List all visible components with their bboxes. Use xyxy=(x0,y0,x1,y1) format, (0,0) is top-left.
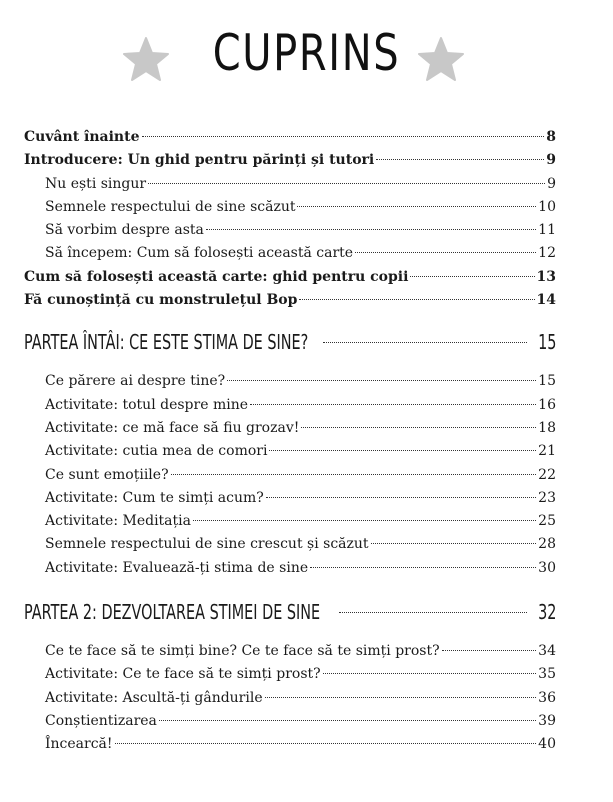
toc-entry-page: 28 xyxy=(538,536,556,553)
dot-leader xyxy=(339,612,526,613)
dot-leader xyxy=(265,697,537,698)
toc-entry-title: Fă cunoștință cu monstrulețul Bop xyxy=(24,292,298,309)
toc-entry[interactable] xyxy=(24,557,556,580)
toc-entry-page: 34 xyxy=(538,643,556,660)
toc-entry-page: 12 xyxy=(538,245,556,262)
toc-entry-page: 13 xyxy=(536,268,556,285)
dot-leader xyxy=(371,543,537,544)
toc-entry[interactable] xyxy=(24,687,556,710)
part-one-title: PARTEA ÎNTÂI: CE ESTE STIMA DE SINE? xyxy=(24,330,309,355)
toc-entry-title: Introducere: Un ghid pentru părinți și tutori xyxy=(24,152,375,169)
toc-entry-title: Activitate: ce mă face să fiu grozav! xyxy=(45,419,300,436)
dot-leader xyxy=(171,474,537,475)
toc-entry[interactable] xyxy=(24,173,556,196)
part-one-heading[interactable] xyxy=(24,322,556,362)
dot-leader xyxy=(193,520,536,521)
toc-entry-page: 39 xyxy=(538,712,556,729)
page-header xyxy=(0,18,613,96)
toc-entry-title: Semnele respectului de sine scăzut xyxy=(45,198,296,215)
toc-entry-title: Cum să folosești această carte: ghid pentru copii xyxy=(24,268,409,285)
toc-entry[interactable] xyxy=(24,510,556,533)
toc-entry-page: 9 xyxy=(547,175,556,192)
toc-entry-title: Activitate: Ascultă-ți gândurile xyxy=(45,689,263,706)
toc-entry[interactable] xyxy=(24,394,556,417)
page-title: CUPRINS xyxy=(212,24,401,82)
toc-entry[interactable] xyxy=(24,733,556,756)
part-two-list xyxy=(24,640,556,756)
toc-entry-title: Activitate: Meditația xyxy=(45,513,191,530)
toc-entry-page: 30 xyxy=(538,559,556,576)
toc-entry-title: Să începem: Cum să folosești această carte xyxy=(45,245,354,262)
dot-leader xyxy=(376,159,544,160)
dot-leader xyxy=(323,342,527,343)
dot-leader xyxy=(323,673,537,674)
dot-leader xyxy=(250,404,536,405)
toc-entry[interactable] xyxy=(24,370,556,393)
dot-leader xyxy=(442,650,537,651)
part-two-title: PARTEA 2: DEZVOLTAREA STIMEI DE SINE xyxy=(24,600,321,625)
toc-entry-page: 21 xyxy=(538,443,556,460)
toc-entry[interactable] xyxy=(24,196,556,219)
toc-entry-title: Activitate: Cum te simți acum? xyxy=(45,489,264,506)
toc-entry-title: Semnele respectului de sine crescut și scăzut xyxy=(45,536,369,553)
dot-leader xyxy=(355,252,536,253)
toc-entry-page: 22 xyxy=(538,466,556,483)
toc-entry[interactable] xyxy=(24,126,556,149)
toc-entry[interactable] xyxy=(24,533,556,556)
toc-entry-page: 16 xyxy=(538,396,556,413)
toc-entry-title: Încearcă! xyxy=(45,736,113,753)
dot-leader xyxy=(266,497,536,498)
toc-entry-title: Activitate: totul despre mine xyxy=(45,396,248,413)
toc-entry-page: 10 xyxy=(538,198,556,215)
part-two-page: 32 xyxy=(537,600,556,625)
dot-leader xyxy=(410,276,534,277)
toc-entry[interactable] xyxy=(24,242,556,265)
toc-entry[interactable] xyxy=(24,663,556,686)
dot-leader xyxy=(115,743,537,744)
toc-entry-page: 11 xyxy=(538,222,556,239)
toc-entry-title: Nu ești singur xyxy=(45,175,147,192)
toc-entry-page: 40 xyxy=(538,736,556,753)
toc-entry-title: Ce te face să te simți bine? Ce te face să te simți prost? xyxy=(45,643,440,660)
toc-entry-page: 9 xyxy=(546,152,556,169)
toc-entry[interactable] xyxy=(24,219,556,242)
toc-entry-title: Ce părere ai despre tine? xyxy=(45,373,226,390)
toc-entry-title: Cuvânt înainte xyxy=(24,129,140,145)
dot-leader xyxy=(310,567,536,568)
toc-entry-page: 8 xyxy=(546,129,556,145)
toc-entry[interactable] xyxy=(24,289,556,312)
toc-entry-page: 25 xyxy=(538,513,556,530)
toc-entry-title: Activitate: Evaluează-ți stima de sine xyxy=(45,559,309,576)
part-one-page: 15 xyxy=(537,330,556,355)
toc-entry-title: Conștientizarea xyxy=(45,712,157,729)
dot-leader xyxy=(148,183,545,184)
dot-leader xyxy=(299,299,534,300)
toc-entry[interactable] xyxy=(24,417,556,440)
toc-entry[interactable] xyxy=(24,149,556,172)
front-matter-list xyxy=(24,126,556,312)
toc-entry-page: 35 xyxy=(538,666,556,683)
dot-leader xyxy=(142,136,545,137)
toc-entry[interactable] xyxy=(24,487,556,510)
star-icon xyxy=(418,36,464,82)
toc-entry-page: 14 xyxy=(536,292,556,309)
part-one-list xyxy=(24,370,556,580)
table-of-contents xyxy=(24,126,556,757)
dot-leader xyxy=(297,206,536,207)
dot-leader xyxy=(269,450,536,451)
toc-entry[interactable] xyxy=(24,266,556,289)
dot-leader xyxy=(227,380,536,381)
toc-entry-title: Activitate: Ce te face să te simți prost? xyxy=(45,666,321,683)
dot-leader xyxy=(301,427,536,428)
dot-leader xyxy=(159,720,536,721)
toc-entry[interactable] xyxy=(24,464,556,487)
toc-entry[interactable] xyxy=(24,640,556,663)
toc-entry-title: Activitate: cutia mea de comori xyxy=(45,443,268,460)
toc-entry[interactable] xyxy=(24,440,556,463)
toc-entry-page: 18 xyxy=(538,419,556,436)
toc-entry-title: Ce sunt emoțiile? xyxy=(45,466,169,483)
toc-entry-page: 36 xyxy=(538,689,556,706)
toc-entry-page: 15 xyxy=(538,373,556,390)
part-two-heading[interactable] xyxy=(24,592,556,632)
toc-entry-page: 23 xyxy=(538,489,556,506)
toc-entry[interactable] xyxy=(24,710,556,733)
dot-leader xyxy=(206,229,536,230)
toc-entry-title: Să vorbim despre asta xyxy=(45,222,204,239)
